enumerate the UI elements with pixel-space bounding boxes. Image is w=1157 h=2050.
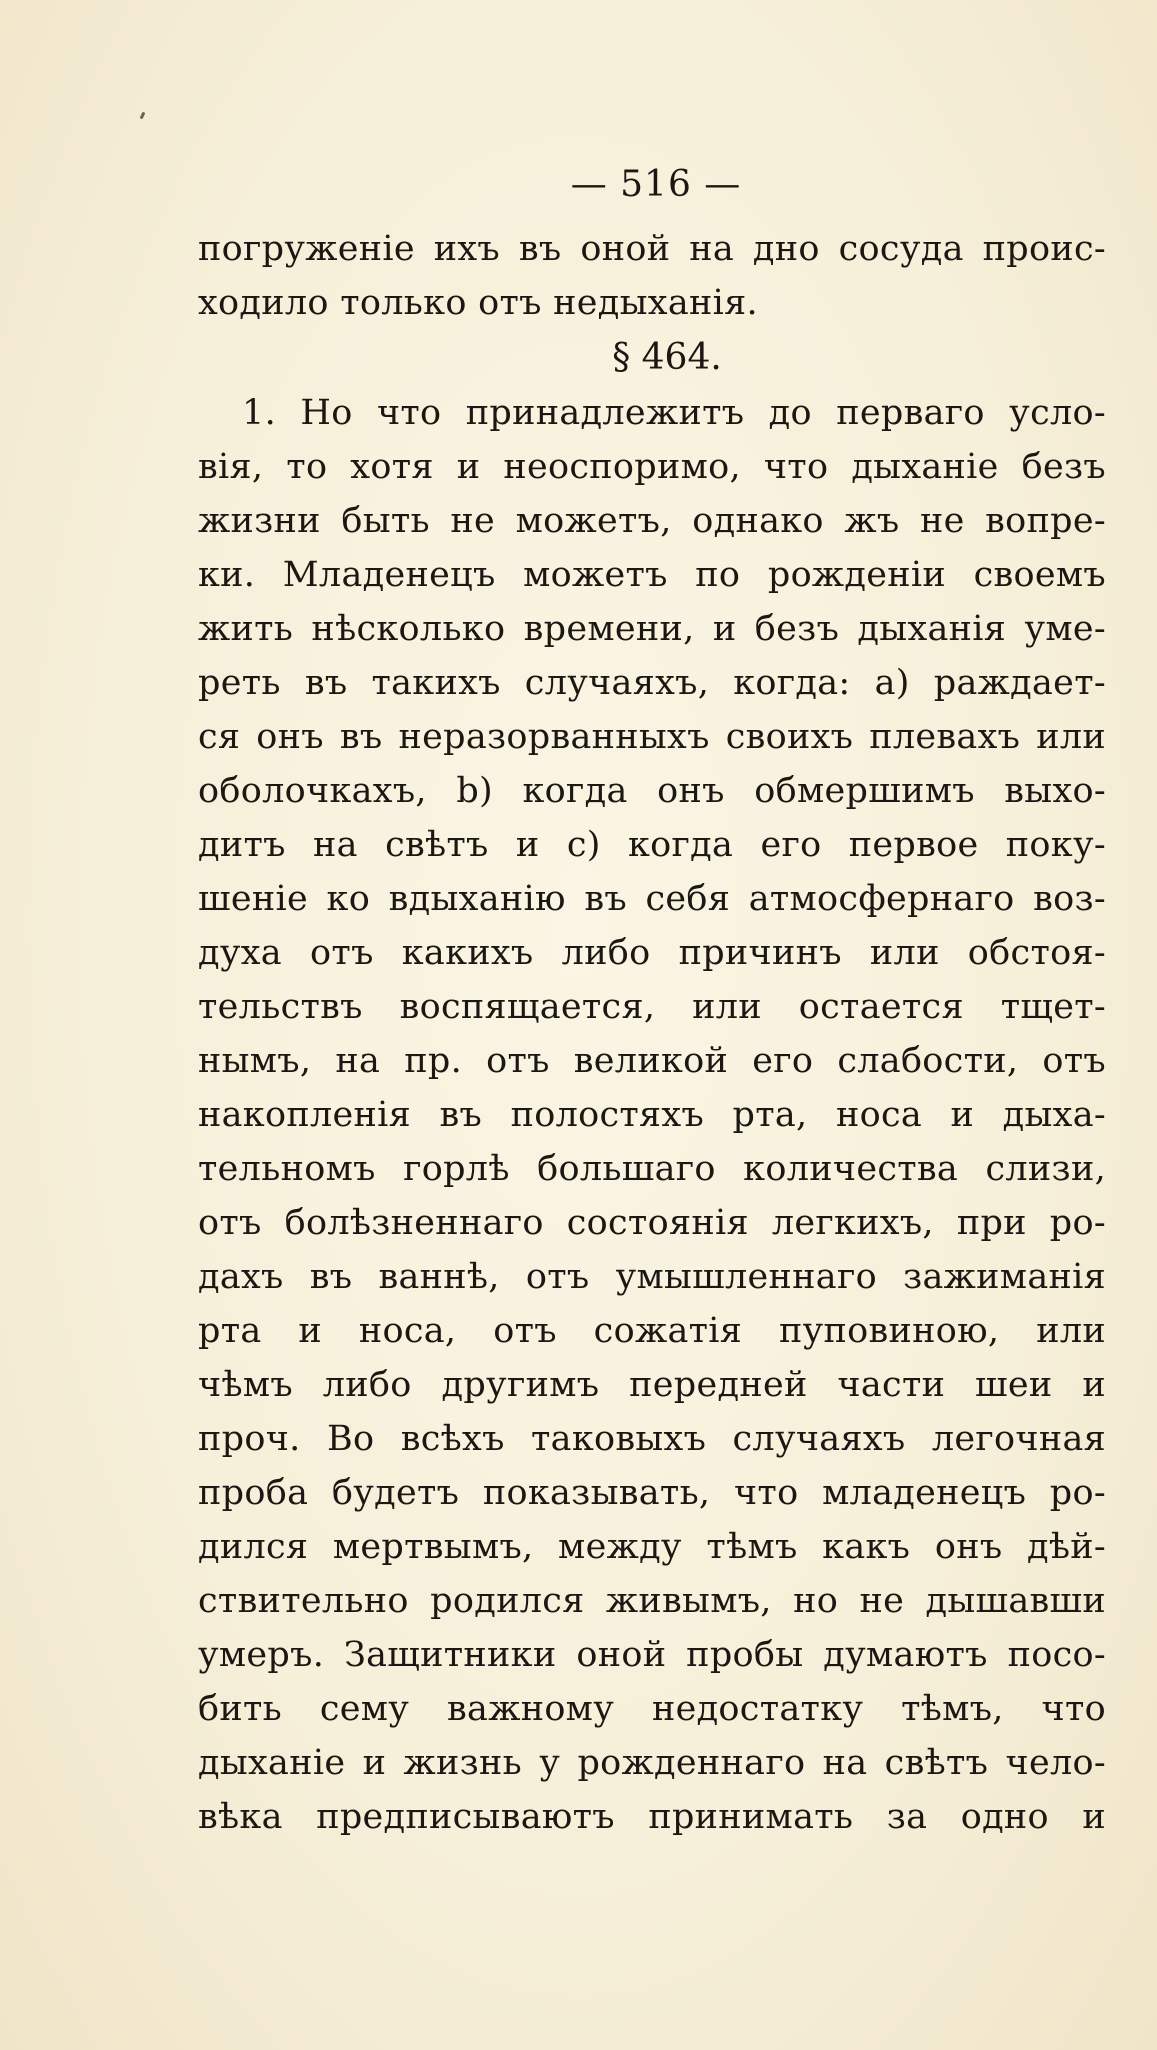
text-line: жить нѣсколько времени, и безъ дыханія уме- bbox=[198, 609, 1106, 649]
text-line: ся онъ въ неразорванныхъ своихъ плевахъ или bbox=[198, 717, 1106, 757]
text-line: проба будетъ показывать, что младенецъ ро- bbox=[198, 1473, 1106, 1513]
text-line: ки. Младенецъ можетъ по рожденіи своемъ bbox=[198, 555, 1106, 595]
page-number: — 516 — bbox=[570, 164, 742, 205]
text-line: духа отъ какихъ либо причинъ или обстоя- bbox=[198, 933, 1106, 973]
text-line: чѣмъ либо другимъ передней части шеи и bbox=[198, 1365, 1106, 1405]
text-block bbox=[198, 160, 1106, 1844]
text-line: дитъ на свѣтъ и c) когда его первое поку- bbox=[198, 825, 1106, 865]
lines-before-section bbox=[198, 222, 1106, 330]
text-line: ходило только отъ недыханія. bbox=[198, 283, 758, 323]
text-line: рта и носа, отъ сожатія пуповиною, или bbox=[198, 1311, 1106, 1351]
text-line: бить сему важному недостатку тѣмъ, что bbox=[198, 1689, 1106, 1729]
section-heading: § 464. bbox=[612, 337, 722, 378]
paragraph bbox=[198, 386, 1106, 1844]
ink-speck bbox=[140, 112, 146, 120]
text-line: дился мертвымъ, между тѣмъ какъ онъ дѣй- bbox=[198, 1527, 1106, 1567]
text-line: шеніе ко вдыханію въ себя атмосфернаго воз- bbox=[198, 879, 1106, 919]
text-line: тельномъ горлѣ большаго количества слизи, bbox=[198, 1149, 1106, 1189]
text-line: накопленія въ полостяхъ рта, носа и дыха- bbox=[198, 1095, 1106, 1135]
text-line: жизни быть не можетъ, однако жъ не вопре- bbox=[198, 501, 1106, 541]
text-line: 1. Но что принадлежитъ до перваго усло- bbox=[242, 393, 1106, 433]
text-line: проч. Во всѣхъ таковыхъ случаяхъ легочная bbox=[198, 1419, 1106, 1459]
text-line: дахъ въ ваннѣ, отъ умышленнаго зажиманія bbox=[198, 1257, 1106, 1297]
text-line: отъ болѣзненнаго состоянія легкихъ, при ро- bbox=[198, 1203, 1106, 1243]
text-line: реть въ такихъ случаяхъ, когда: a) раждает- bbox=[198, 663, 1106, 703]
text-line: вія, то хотя и неоспоримо, что дыханіе безъ bbox=[198, 447, 1106, 487]
text-line: вѣка предписываютъ принимать за одно и bbox=[198, 1797, 1106, 1837]
text-line: нымъ, на пр. отъ великой его слабости, отъ bbox=[198, 1041, 1106, 1081]
text-line: умеръ. Защитники оной пробы думаютъ посо- bbox=[198, 1635, 1106, 1675]
text-line: дыханіе и жизнь у рожденнаго на свѣтъ чело- bbox=[198, 1743, 1106, 1783]
text-line: оболочкахъ, b) когда онъ обмершимъ выхо- bbox=[198, 771, 1106, 811]
text-line: погруженіе ихъ въ оной на дно сосуда проис- bbox=[198, 229, 1106, 269]
text-line: тельствъ воспящается, или остается тщет- bbox=[198, 987, 1106, 1027]
text-line: ствительно родился живымъ, но не дышавши bbox=[198, 1581, 1106, 1621]
